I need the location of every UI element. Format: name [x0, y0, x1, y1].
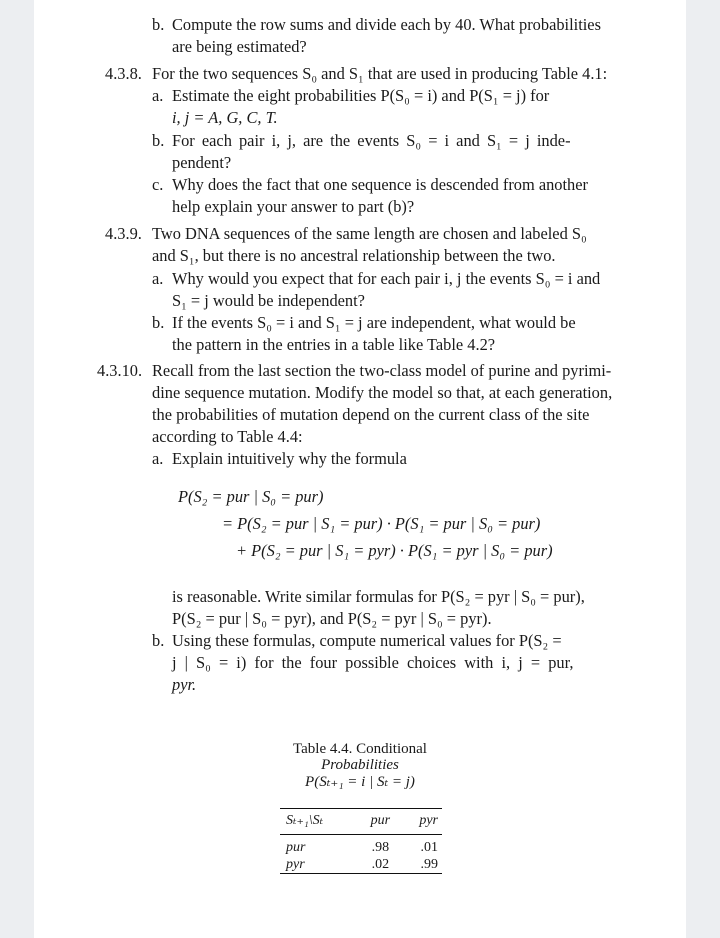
- table-cell: .01: [420, 839, 438, 855]
- text-line: Compute the row sums and divide each by 40. What probabilities: [172, 15, 601, 34]
- text-line: pyr.: [172, 675, 197, 694]
- text-line: Explain intuitively why the formula: [172, 449, 407, 468]
- text-line: help explain your answer to part (b)?: [172, 197, 415, 216]
- table-cell: .98: [371, 839, 390, 855]
- text-line: Why does the fact that one sequence is descended from another: [172, 175, 588, 194]
- table-cell: .02: [371, 856, 390, 872]
- exercise-number: 4.3.9.: [105, 224, 142, 243]
- text-line: Why would you expect that for each pair i, j the events S₀ = i and: [172, 269, 601, 288]
- text-line: Recall from the last section the two-class model of purine and pyrimi-: [152, 361, 612, 380]
- table-caption: [260, 741, 460, 757]
- item-label-b: b.: [152, 131, 165, 150]
- table-caption-line: P(Sₜ₊₁ = i | Sₜ = j): [305, 774, 415, 790]
- exercise-number: 4.3.8.: [105, 64, 142, 83]
- table-header-cell: pur: [362, 809, 399, 835]
- text-line: j | S₀ = i) for the four possible choices with i, j = pur,: [172, 653, 574, 672]
- table-header-cell: pyr: [399, 809, 442, 835]
- table-header-row: [280, 809, 442, 835]
- text-line: pendent?: [172, 153, 232, 172]
- text-line: is reasonable. Write similar formulas for P(S₂ = pyr | S₀ = pur),: [172, 587, 585, 606]
- conditional-probability-table: [280, 808, 442, 874]
- text-line: and S₁, but there is no ancestral relationship between the two.: [152, 246, 556, 265]
- item-label-b: b.: [152, 631, 165, 650]
- text-line: i, j = A, G, C, T.: [172, 108, 278, 127]
- document-page: [34, 0, 686, 938]
- item-label-a: a.: [152, 269, 164, 288]
- item-label-c: c.: [152, 175, 164, 194]
- item-label-b: b.: [152, 313, 165, 332]
- table-cell: pur: [286, 839, 306, 855]
- formula-line: + P(S₂ = pur | S₁ = pyr) · P(S₁ = pyr | S₀ = pur): [236, 541, 553, 560]
- table-cell: .99: [420, 856, 438, 872]
- text-line: are being estimated?: [172, 37, 307, 56]
- text-line: the probabilities of mutation depend on the current class of the site: [152, 405, 590, 424]
- item-label-b: b.: [152, 15, 165, 34]
- item-label-a: a.: [152, 449, 164, 468]
- text-line: For the two sequences S₀ and S₁ that are used in producing Table 4.1:: [152, 64, 608, 83]
- formula-line: = P(S₂ = pur | S₁ = pur) · P(S₁ = pur | S₀ = pur): [222, 514, 541, 533]
- caption-label: Table 4.4. Conditional: [293, 741, 427, 757]
- text-line: For each pair i, j, are the events S₀ = i and S₁ = j inde-: [172, 131, 571, 150]
- text-line: dine sequence mutation. Modify the model so that, at each generation,: [152, 383, 613, 402]
- table-header-cell: Sₜ₊₁\Sₜ: [280, 809, 362, 835]
- table-cell: pyr: [286, 856, 305, 872]
- text-line: Estimate the eight probabilities P(S₀ = i) and P(S₁ = j) for: [172, 86, 550, 105]
- exercise-number: 4.3.10.: [97, 361, 143, 380]
- text-line: P(S₂ = pur | S₀ = pyr), and P(S₂ = pyr | S₀ = pyr).: [172, 609, 492, 628]
- text-line: If the events S₀ = i and S₁ = j are independent, what would be: [172, 313, 576, 332]
- text-line: Two DNA sequences of the same length are chosen and labeled S₀: [152, 224, 587, 243]
- text-line: S₁ = j would be independent?: [172, 291, 365, 310]
- table-caption-line: Probabilities: [321, 757, 399, 773]
- item-label-a: a.: [152, 86, 164, 105]
- table-row: [280, 835, 442, 857]
- text-line: Using these formulas, compute numerical values for P(S₂ =: [172, 631, 562, 650]
- text-line: the pattern in the entries in a table like Table 4.2?: [172, 335, 496, 354]
- table-row: [280, 856, 442, 874]
- formula-line: P(S₂ = pur | S₀ = pur): [178, 487, 324, 506]
- text-line: according to Table 4.4:: [152, 427, 303, 446]
